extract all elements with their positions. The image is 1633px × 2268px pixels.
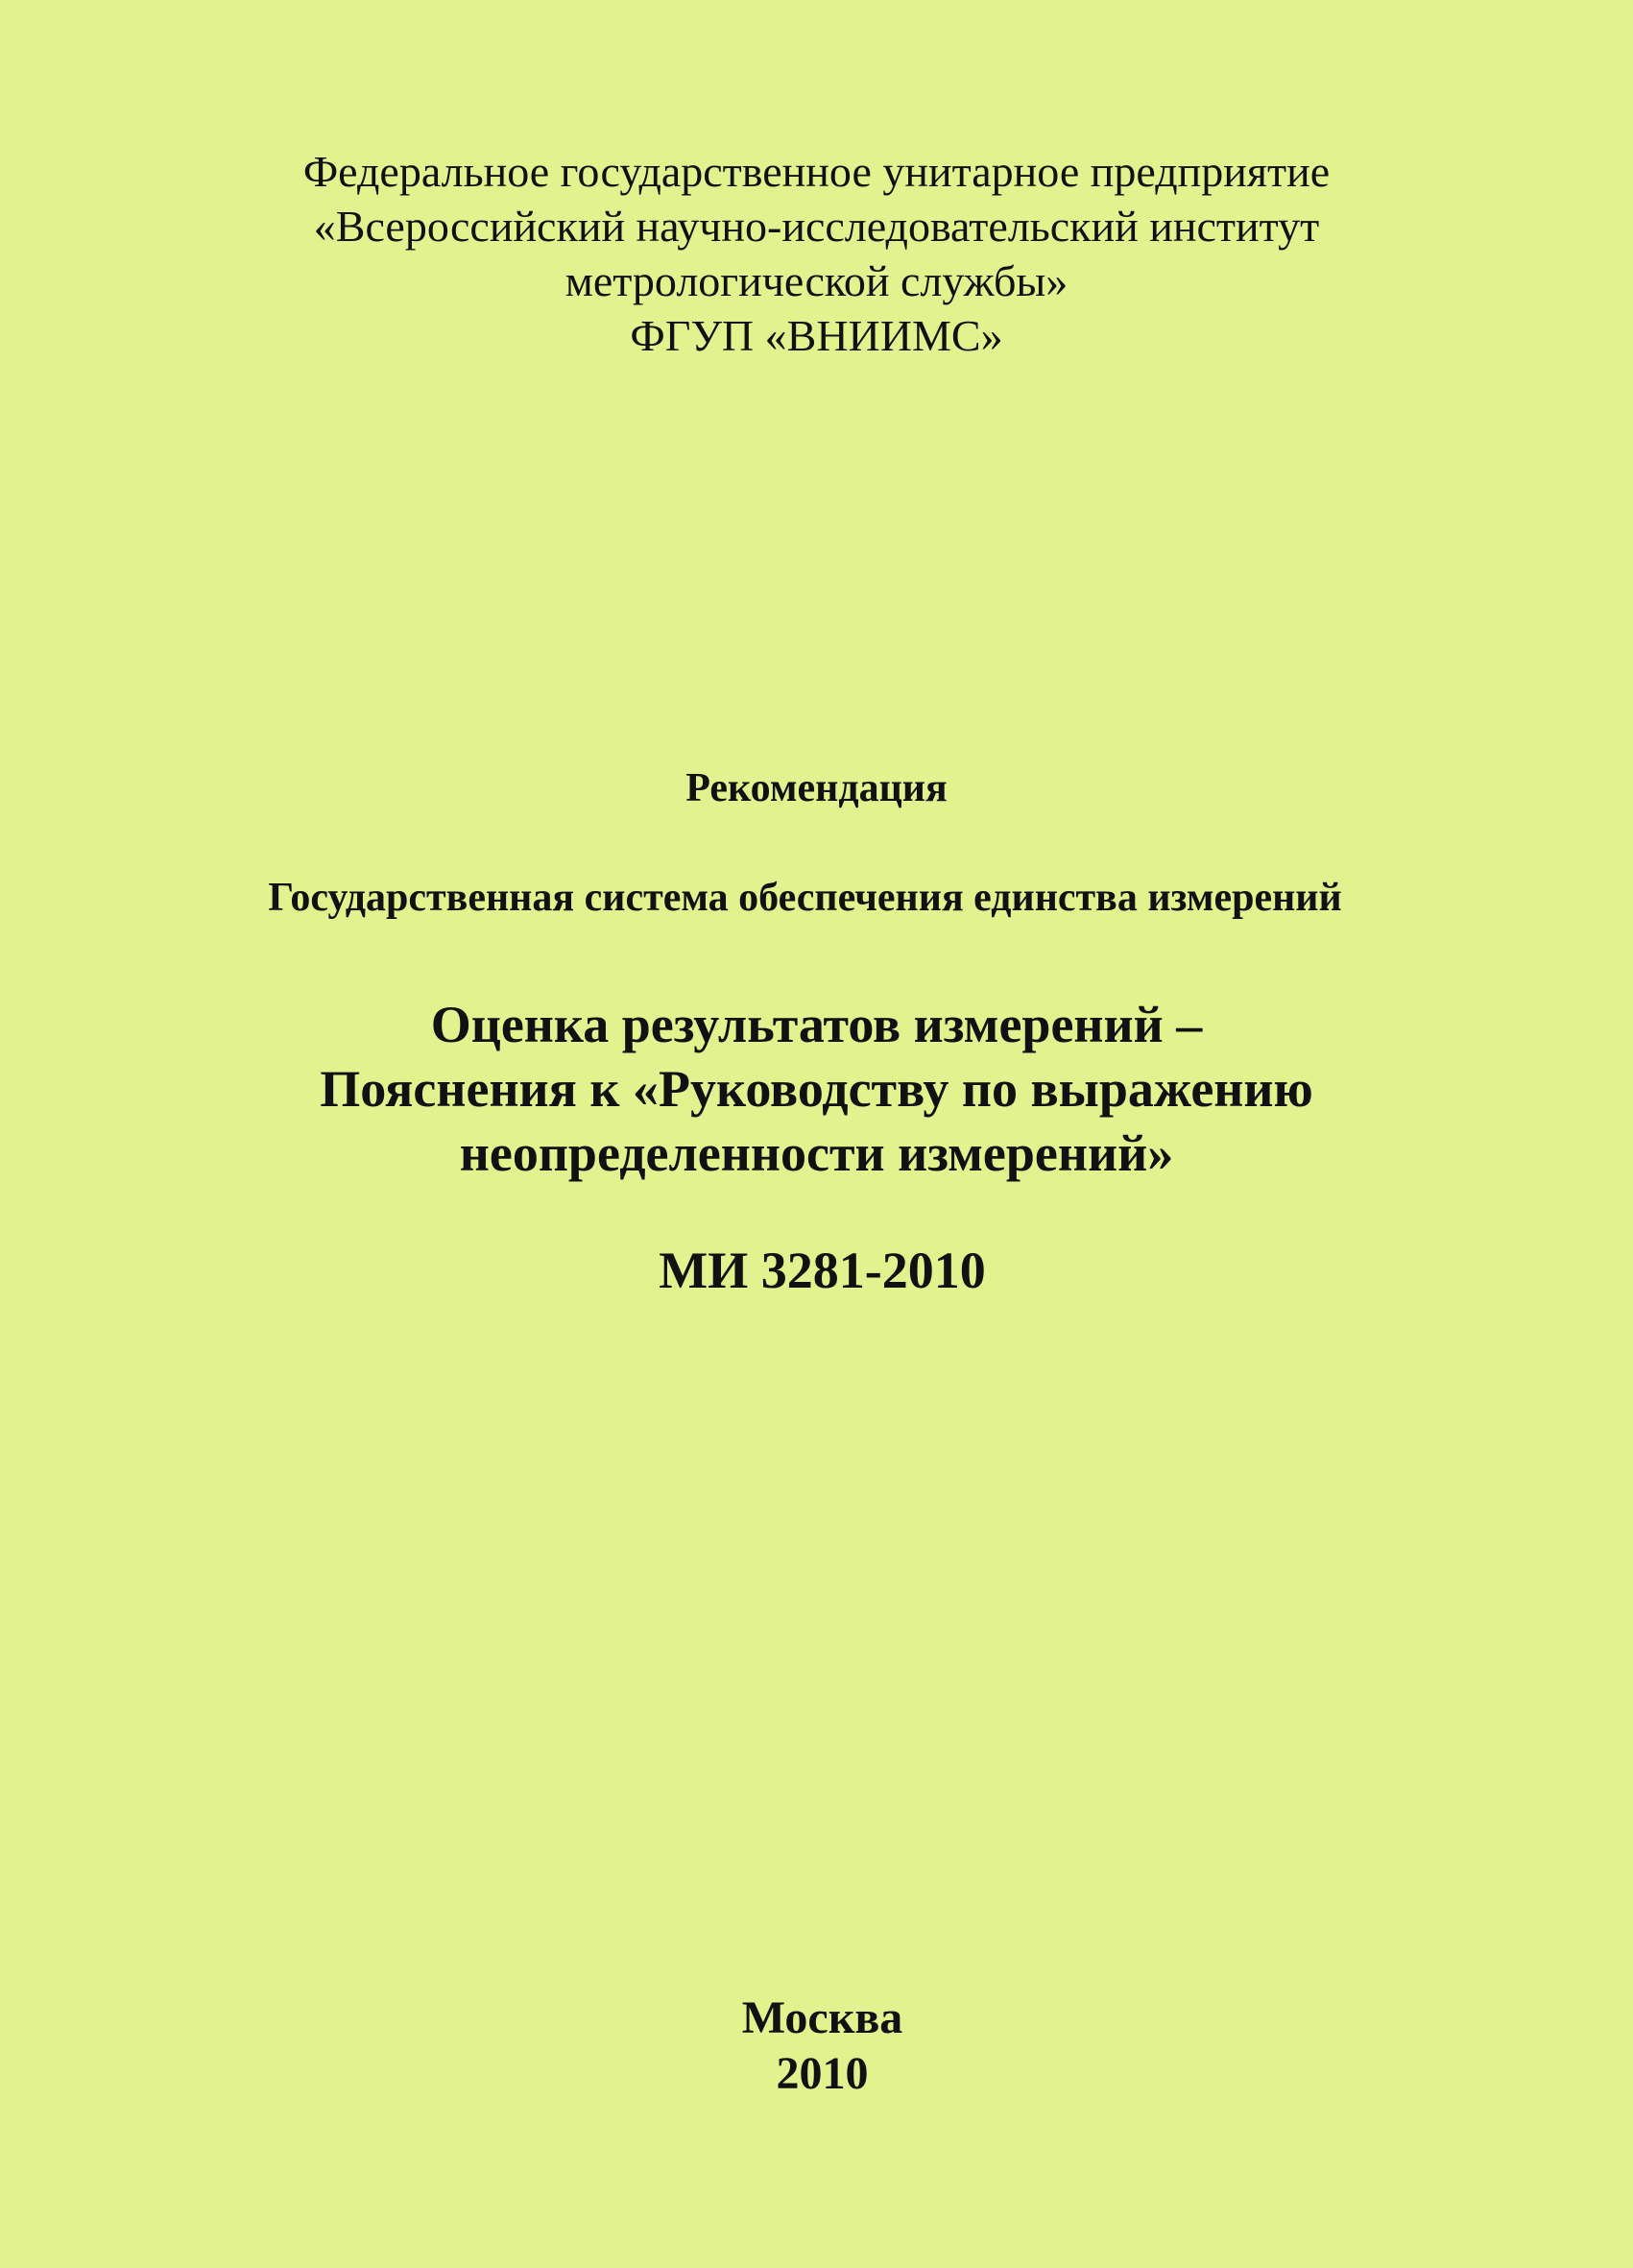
measurement-system-title: Государственная система обеспечения единства измерений [268,876,1342,920]
publication-year: 2010 [776,2048,869,2099]
publication-city: Москва [741,1992,903,2043]
publication-footer [6,1991,1633,2102]
organization-abbreviation: ФГУП «ВНИИМС» [630,311,1003,360]
document-code: МИ 3281-2010 [659,1242,986,1299]
document-title-line-3: неопределенности измерений» [459,1124,1174,1182]
organization-line-1: Федеральное государственное унитарное предприятие [302,147,1331,196]
document-type: Рекомендация [685,766,948,810]
document-title-line-2: Пояснения к «Руководству по выражению [320,1060,1313,1118]
organization-line-3: метрологической службы» [564,256,1069,305]
document-title-line-1: Оценка результатов измерений – [430,996,1203,1053]
organization-line-2: «Всероссийский научно-исследовательский институт [313,202,1320,251]
document-title [0,993,1633,1186]
organization-header [0,144,1633,363]
